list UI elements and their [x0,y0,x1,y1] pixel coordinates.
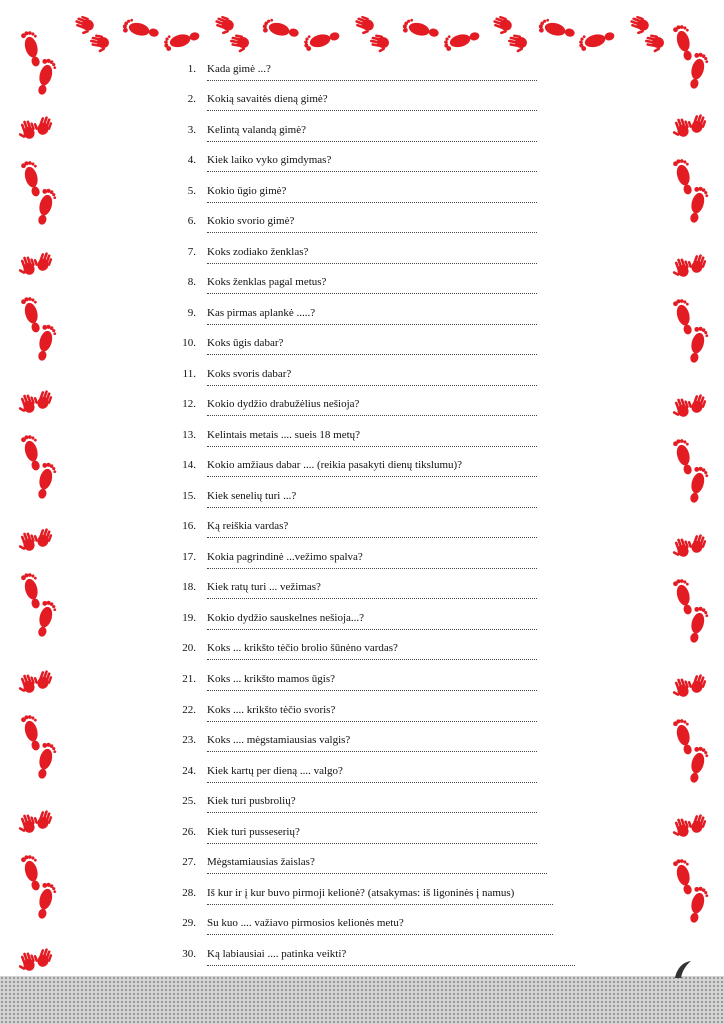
question-item [0,458,724,489]
answer-line[interactable] [207,293,537,294]
question-item [0,489,724,520]
question-item [0,306,724,337]
question-text: Kokio dydžio drabužėlius nešioja? [207,398,360,410]
answer-line[interactable] [207,537,537,538]
question-number: 1. [187,63,196,75]
question-number: 6. [187,215,196,227]
answer-line[interactable] [207,141,537,142]
question-number: 22. [182,704,196,716]
answer-line[interactable] [207,934,553,935]
question-number: 16. [182,520,196,532]
question-text: Kiek turi pusseserių? [207,826,300,838]
question-item [0,336,724,367]
answer-line[interactable] [207,965,575,966]
question-item [0,825,724,856]
question-number: 13. [182,429,196,441]
question-text: Iš kur ir į kur buvo pirmoji kelionė? (atsakymas: iš ligoninės į namus) [207,887,515,899]
answer-line[interactable] [207,232,537,233]
question-item [0,367,724,398]
answer-line[interactable] [207,629,537,630]
question-item [0,641,724,672]
question-number: 5. [187,185,196,197]
question-text: Koks ... krikšto mamos ūgis? [207,673,336,685]
answer-line[interactable] [207,202,537,203]
question-text: Kelintais metais .... sueis 18 metų? [207,429,361,441]
question-number: 23. [182,734,196,746]
question-number: 4. [187,154,196,166]
question-text: Ką labiausiai .... patinka veikti? [207,948,347,960]
question-text: Kiek ratų turi ... vežimas? [207,581,321,593]
question-item [0,764,724,795]
question-number: 2. [187,93,196,105]
question-text: Kiek turi pusbrolių? [207,795,296,807]
question-item [0,916,724,947]
answer-line[interactable] [207,782,537,783]
question-number: 10. [182,337,196,349]
answer-line[interactable] [207,659,537,660]
page-curl-icon [673,958,693,980]
question-text: Kokio amžiaus dabar .... (reikia pasakyti dienų tikslumu)? [207,459,463,471]
answer-line[interactable] [207,812,537,813]
question-number: 20. [182,642,196,654]
question-item [0,519,724,550]
answer-line[interactable] [207,80,537,81]
question-text: Kada gimė ...? [207,63,271,75]
answer-line[interactable] [207,415,537,416]
question-item [0,275,724,306]
question-text: Kokio ūgio gimė? [207,185,287,197]
question-number: 18. [182,581,196,593]
question-item [0,397,724,428]
answer-line[interactable] [207,904,553,905]
page-bottom-pattern [0,976,724,1024]
question-number: 26. [182,826,196,838]
question-text: Su kuo .... važiavo pirmosios kelionės metu? [207,917,404,929]
answer-line[interactable] [207,385,537,386]
question-item [0,855,724,886]
question-text: Kokio svorio gimė? [207,215,295,227]
question-number: 24. [182,765,196,777]
answer-line[interactable] [207,263,537,264]
question-text: Kokio dydžio sauskelnes nešioja...? [207,612,365,624]
question-item [0,550,724,581]
question-text: Kiek laiko vyko gimdymas? [207,154,332,166]
question-item [0,62,724,93]
question-number: 14. [182,459,196,471]
question-text: Kiek senelių turi ...? [207,490,297,502]
question-item [0,428,724,459]
question-text: Kiek kartų per dieną .... valgo? [207,765,343,777]
question-item [0,672,724,703]
question-text: Kas pirmas aplankė .....? [207,307,316,319]
answer-line[interactable] [207,721,537,722]
question-item [0,703,724,734]
question-item [0,611,724,642]
question-number: 12. [182,398,196,410]
question-number: 29. [182,917,196,929]
question-item [0,92,724,123]
question-text: Koks .... krikšto tėčio svoris? [207,704,336,716]
question-number: 8. [187,276,196,288]
question-number: 21. [182,673,196,685]
answer-line[interactable] [207,873,547,874]
answer-line[interactable] [207,690,537,691]
question-number: 25. [182,795,196,807]
question-text: Kelintą valandą gimė? [207,124,306,136]
question-text: Ką reiškia vardas? [207,520,289,532]
question-item [0,153,724,184]
answer-line[interactable] [207,507,537,508]
question-text: Koks ūgis dabar? [207,337,284,349]
question-text: Kokią savaitės dieną gimė? [207,93,328,105]
question-number: 19. [182,612,196,624]
question-text: Koks .... mėgstamiausias valgis? [207,734,351,746]
question-text: Koks ženklas pagal metus? [207,276,327,288]
question-item [0,214,724,245]
answer-line[interactable] [207,110,537,111]
answer-line[interactable] [207,446,537,447]
question-text: Mėgstamiausias žaislas? [207,856,315,868]
question-number: 27. [182,856,196,868]
question-number: 11. [182,368,196,380]
question-text: Koks svoris dabar? [207,368,292,380]
question-number: 9. [187,307,196,319]
question-text: Koks ... krikšto tėčio brolio šūnėno vardas? [207,642,398,654]
question-item [0,580,724,611]
question-text: Kokia pagrindinė ...vežimo spalva? [207,551,363,563]
answer-line[interactable] [207,476,537,477]
question-number: 17. [182,551,196,563]
answer-line[interactable] [207,598,537,599]
question-item [0,123,724,154]
answer-line[interactable] [207,354,537,355]
question-text: Koks zodiako ženklas? [207,246,309,258]
question-item [0,184,724,215]
question-item [0,245,724,276]
question-number: 3. [187,124,196,136]
question-number: 15. [182,490,196,502]
question-item [0,733,724,764]
answer-line[interactable] [207,843,537,844]
question-item [0,886,724,917]
answer-line[interactable] [207,324,537,325]
question-number: 7. [187,246,196,258]
question-item [0,947,724,978]
question-number: 30. [182,948,196,960]
question-number: 28. [182,887,196,899]
answer-line[interactable] [207,751,537,752]
question-item [0,794,724,825]
answer-line[interactable] [207,568,537,569]
answer-line[interactable] [207,171,537,172]
